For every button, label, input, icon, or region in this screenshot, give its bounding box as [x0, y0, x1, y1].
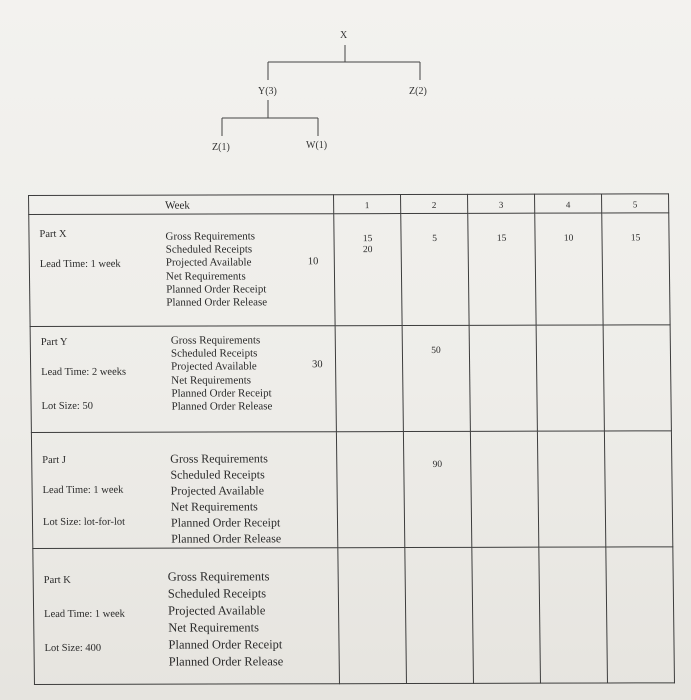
label-gross-requirements: Gross Requirements — [165, 230, 256, 243]
label-projected-available: Projected Available — [170, 483, 265, 498]
week-1-cell — [334, 214, 402, 326]
part-x-row — [29, 213, 670, 327]
week-number: 5 — [632, 199, 638, 210]
gross-requirement-value: 15 — [362, 234, 373, 245]
week-2-cell — [405, 547, 474, 683]
row-labels — [168, 568, 284, 670]
part-k-row — [33, 547, 675, 685]
label-gross-requirements: Gross Requirements — [170, 334, 261, 347]
label-planned-order-release: Planned Order Release — [166, 296, 268, 309]
lot-size: Lot Size: lot-for-lot — [42, 516, 126, 528]
label-scheduled-receipts: Scheduled Receipts — [170, 347, 258, 360]
mrp-table — [28, 193, 675, 685]
week-1-cell — [335, 326, 403, 432]
gross-requirement-value: 5 — [432, 233, 437, 244]
part-y-info — [30, 326, 336, 433]
tree-node-z-bottom: Z(1) — [212, 142, 230, 153]
week-cell — [401, 194, 468, 213]
label-net-requirements: Net Requirements — [165, 269, 246, 283]
label-gross-requirements: Gross Requirements — [167, 569, 270, 584]
week-5-cell — [604, 431, 672, 547]
lead-time: Lead Time: 1 week — [44, 608, 125, 620]
lead-time: Lead Time: 1 week — [39, 258, 121, 270]
tree-node-w: W(1) — [306, 140, 328, 151]
label-planned-order-release: Planned Order Release — [171, 400, 273, 413]
label-planned-order-receipt: Planned Order Receipt — [168, 637, 283, 652]
row-labels — [170, 450, 281, 546]
scheduled-receipt-value: 50 — [431, 345, 441, 356]
label-scheduled-receipts: Scheduled Receipts — [165, 243, 253, 256]
week-4-cell — [536, 325, 604, 431]
week-2-cell — [401, 213, 469, 325]
initial-available: 30 — [312, 359, 323, 371]
week-header-row — [29, 194, 669, 215]
week-header-cell — [29, 195, 334, 215]
gross-requirement-value: 15 — [630, 233, 641, 244]
week-cell — [334, 195, 401, 214]
tree-root-x: X — [340, 30, 348, 41]
week-2-cell — [403, 431, 471, 547]
label-scheduled-receipts: Scheduled Receipts — [170, 467, 265, 482]
label-projected-available: Projected Available — [165, 256, 252, 270]
label-projected-available: Projected Available — [167, 603, 266, 618]
week-2-cell — [402, 325, 470, 431]
label-planned-order-receipt: Planned Order Receipt — [171, 387, 272, 400]
week-4-cell — [537, 431, 605, 547]
week-cell — [602, 194, 669, 213]
label-net-requirements: Net Requirements — [168, 620, 259, 635]
label-planned-order-release: Planned Order Release — [168, 654, 284, 669]
part-j-info — [31, 432, 337, 549]
lot-size: Lot Size: 400 — [44, 642, 102, 654]
part-x-info — [29, 214, 335, 327]
part-j-row — [31, 431, 672, 549]
part-y-row — [30, 325, 671, 433]
part-name: Part K — [43, 574, 71, 586]
week-number: 1 — [364, 200, 370, 211]
label-net-requirements: Net Requirements — [170, 499, 258, 514]
week-3-cell — [470, 431, 538, 547]
week-cell — [535, 194, 602, 213]
initial-available: 10 — [307, 256, 319, 268]
part-name: Part X — [39, 228, 67, 240]
tree-node-y: Y(3) — [258, 86, 277, 97]
gross-requirement-value: 10 — [563, 233, 574, 244]
week-number: 3 — [498, 199, 504, 210]
part-name: Part Y — [40, 336, 68, 348]
lead-time: Lead Time: 2 weeks — [41, 366, 127, 378]
tree-node-z-top: Z(2) — [409, 86, 427, 97]
lot-size: Lot Size: 50 — [41, 400, 93, 412]
scheduled-receipt-value: 90 — [432, 459, 443, 470]
label-planned-order-receipt: Planned Order Receipt — [166, 283, 267, 296]
week-5-cell — [603, 325, 671, 431]
label-gross-requirements: Gross Requirements — [170, 451, 268, 466]
week-5-cell — [606, 547, 675, 683]
week-number: 4 — [565, 199, 571, 210]
week-5-cell — [602, 213, 670, 325]
part-name: Part J — [42, 454, 66, 466]
lead-time: Lead Time: 1 week — [42, 484, 124, 496]
scheduled-receipt-value: 20 — [362, 245, 373, 256]
week-1-cell — [338, 548, 407, 684]
label-net-requirements: Net Requirements — [171, 373, 252, 387]
week-1-cell — [336, 432, 404, 548]
week-3-cell — [468, 213, 536, 325]
week-4-cell — [535, 213, 603, 325]
week-4-cell — [539, 547, 608, 683]
week-label: Week — [165, 199, 190, 212]
gross-requirement-value: 15 — [496, 233, 507, 244]
label-scheduled-receipts: Scheduled Receipts — [167, 586, 267, 601]
row-labels — [165, 230, 267, 309]
label-projected-available: Projected Available — [171, 360, 257, 374]
week-3-cell — [472, 547, 541, 683]
label-planned-order-release: Planned Order Release — [171, 531, 282, 546]
product-structure-tree — [0, 0, 691, 200]
week-cell — [468, 194, 535, 213]
week-number: 2 — [431, 199, 437, 210]
week-3-cell — [469, 325, 537, 431]
label-planned-order-receipt: Planned Order Receipt — [170, 515, 281, 530]
row-labels — [171, 334, 273, 413]
part-k-info — [33, 548, 340, 685]
